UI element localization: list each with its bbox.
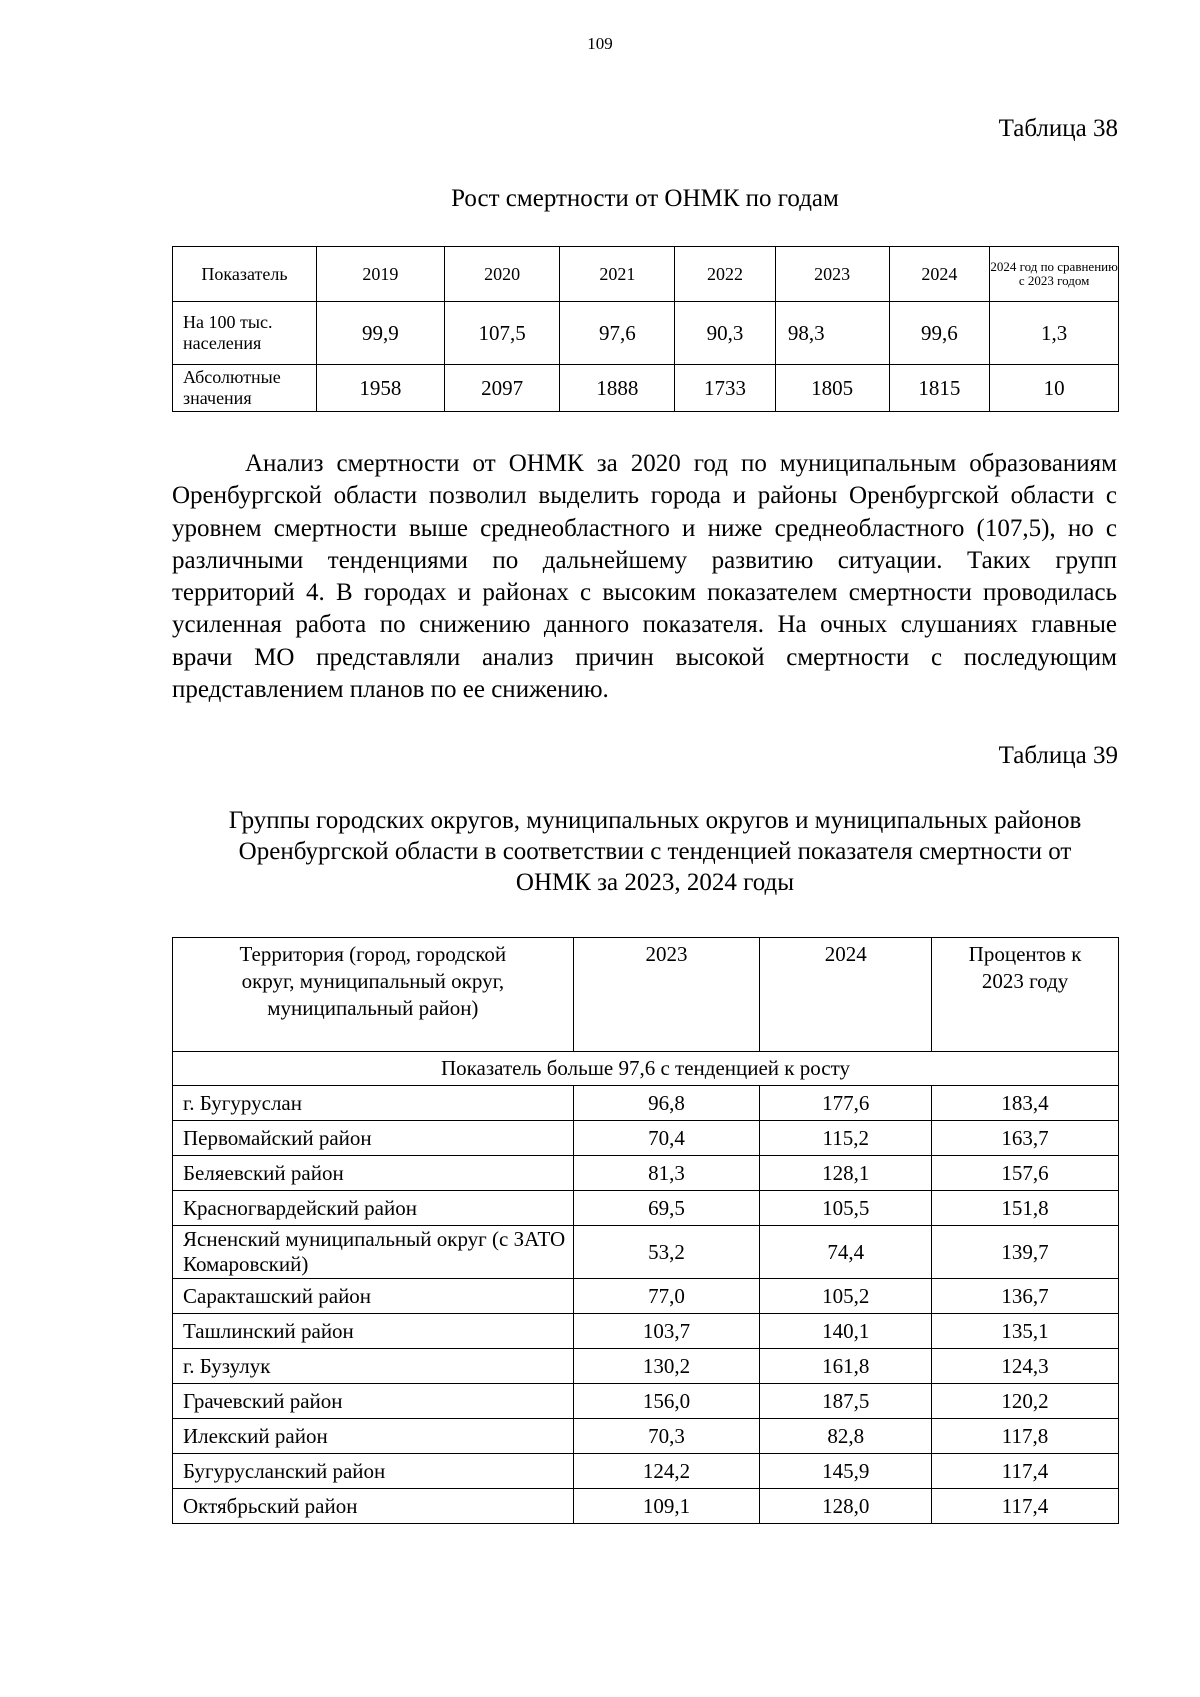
table-row <box>173 1156 1119 1191</box>
value-2023: 130,2 <box>573 1349 760 1384</box>
territory-name: Ташлинский район <box>173 1314 574 1349</box>
table-row <box>173 365 1119 412</box>
percent-value: 139,7 <box>932 1226 1119 1279</box>
value-2024: 187,5 <box>760 1384 932 1419</box>
header-2024: 2024 <box>760 938 932 1052</box>
table-row <box>173 1419 1119 1454</box>
territory-name: Ясненский муниципальный округ (с ЗАТО Комаровский) <box>173 1226 574 1279</box>
header-year: 2024 <box>889 247 990 302</box>
cell-value: 99,6 <box>889 302 990 365</box>
table-row <box>173 1279 1119 1314</box>
group-title: Показатель больше 97,6 с тенденцией к росту <box>173 1052 1119 1086</box>
value-2024: 177,6 <box>760 1086 932 1121</box>
territory-name: Бугурусланский район <box>173 1454 574 1489</box>
table-39-title: Группы городских округов, муниципальных округов и муниципальных районов Оренбургской области в соответствии с тенденцией показателя смертности от ОНМК за 2023, 2024 годы <box>228 807 1082 896</box>
territory-name: Красногвардейский район <box>173 1191 574 1226</box>
value-2023: 96,8 <box>573 1086 760 1121</box>
header-percent: Процентов к 2023 году <box>932 938 1119 1052</box>
territory-name: Саракташский район <box>173 1279 574 1314</box>
cell-value: 2097 <box>444 365 560 412</box>
value-2024: 128,0 <box>760 1489 932 1524</box>
value-2024: 128,1 <box>760 1156 932 1191</box>
row-label: Абсолютные значения <box>173 365 317 412</box>
table-row <box>173 1349 1119 1384</box>
percent-value: 117,4 <box>932 1489 1119 1524</box>
value-2024: 161,8 <box>760 1349 932 1384</box>
territory-name: Илекский район <box>173 1419 574 1454</box>
header-territory: Территория (город, городской округ, муниципальный округ, муниципальный район) <box>173 938 574 1052</box>
cell-value: 1958 <box>316 365 444 412</box>
table-39-label: Таблица 39 <box>998 742 1118 769</box>
value-2023: 156,0 <box>573 1384 760 1419</box>
percent-value: 163,7 <box>932 1121 1119 1156</box>
table-row <box>173 1454 1119 1489</box>
cell-value: 1733 <box>675 365 776 412</box>
cell-value: 1,3 <box>990 302 1119 365</box>
percent-value: 157,6 <box>932 1156 1119 1191</box>
analysis-paragraph: Анализ смертности от ОНМК за 2020 год по муниципальным образованиям Оренбургской области позволил выделить города и районы Оренбургской области с уровнем смертности выше среднеобластного и ниже среднеобластного (107,5), но с различными тенденциями по дальнейшему развитию ситуации. Таких групп территорий 4. В городах и районах с высоким показателем смертности проводилась усиленная работа по снижению данного показателя. На очных слушаниях главные врачи МО представляли анализ причин высокой смертности с последующим представлением планов по ее снижению. <box>172 450 1117 704</box>
value-2024: 82,8 <box>760 1419 932 1454</box>
value-2023: 124,2 <box>573 1454 760 1489</box>
value-2024: 74,4 <box>760 1226 932 1279</box>
territory-name: Первомайский район <box>173 1121 574 1156</box>
value-2023: 70,3 <box>573 1419 760 1454</box>
cell-value: 10 <box>990 365 1119 412</box>
header-comparison: 2024 год по сравнению с 2023 годом <box>990 247 1119 302</box>
percent-value: 117,8 <box>932 1419 1119 1454</box>
territory-groups-table <box>172 937 1119 1524</box>
table-row <box>173 1191 1119 1226</box>
percent-value: 117,4 <box>932 1454 1119 1489</box>
header-year: 2022 <box>675 247 776 302</box>
cell-value: 1815 <box>889 365 990 412</box>
territory-name: Октябрьский район <box>173 1489 574 1524</box>
table-38-label: Таблица 38 <box>998 115 1118 142</box>
value-2023: 103,7 <box>573 1314 760 1349</box>
table-row <box>173 1314 1119 1349</box>
value-2024: 140,1 <box>760 1314 932 1349</box>
cell-value: 1805 <box>775 365 889 412</box>
percent-value: 183,4 <box>932 1086 1119 1121</box>
table-38-title: Рост смертности от ОНМК по годам <box>451 185 839 212</box>
value-2023: 70,4 <box>573 1121 760 1156</box>
header-year: 2020 <box>444 247 560 302</box>
cell-value: 97,6 <box>560 302 675 365</box>
cell-value: 99,9 <box>316 302 444 365</box>
value-2023: 109,1 <box>573 1489 760 1524</box>
table-row <box>173 1086 1119 1121</box>
percent-value: 124,3 <box>932 1349 1119 1384</box>
table-row <box>173 1121 1119 1156</box>
cell-value: 90,3 <box>675 302 776 365</box>
table-row <box>173 1226 1119 1279</box>
value-2023: 77,0 <box>573 1279 760 1314</box>
header-year: 2021 <box>560 247 675 302</box>
value-2023: 69,5 <box>573 1191 760 1226</box>
territory-name: Грачевский район <box>173 1384 574 1419</box>
percent-value: 120,2 <box>932 1384 1119 1419</box>
mortality-by-year-table <box>172 246 1119 412</box>
row-label: На 100 тыс. населения <box>173 302 317 365</box>
table-row <box>173 1489 1119 1524</box>
territory-name: г. Бугуруслан <box>173 1086 574 1121</box>
territory-name: г. Бузулук <box>173 1349 574 1384</box>
table-row <box>173 302 1119 365</box>
page-number: 109 <box>587 34 613 53</box>
header-indicator: Показатель <box>173 247 317 302</box>
percent-value: 151,8 <box>932 1191 1119 1226</box>
cell-value: 98,3 <box>775 302 889 365</box>
header-year: 2019 <box>316 247 444 302</box>
value-2024: 145,9 <box>760 1454 932 1489</box>
value-2024: 115,2 <box>760 1121 932 1156</box>
header-2023: 2023 <box>573 938 760 1052</box>
percent-value: 135,1 <box>932 1314 1119 1349</box>
value-2024: 105,2 <box>760 1279 932 1314</box>
territory-name: Беляевский район <box>173 1156 574 1191</box>
value-2023: 81,3 <box>573 1156 760 1191</box>
value-2024: 105,5 <box>760 1191 932 1226</box>
cell-value: 107,5 <box>444 302 560 365</box>
value-2023: 53,2 <box>573 1226 760 1279</box>
cell-value: 1888 <box>560 365 675 412</box>
header-year: 2023 <box>775 247 889 302</box>
percent-value: 136,7 <box>932 1279 1119 1314</box>
table-row <box>173 1384 1119 1419</box>
